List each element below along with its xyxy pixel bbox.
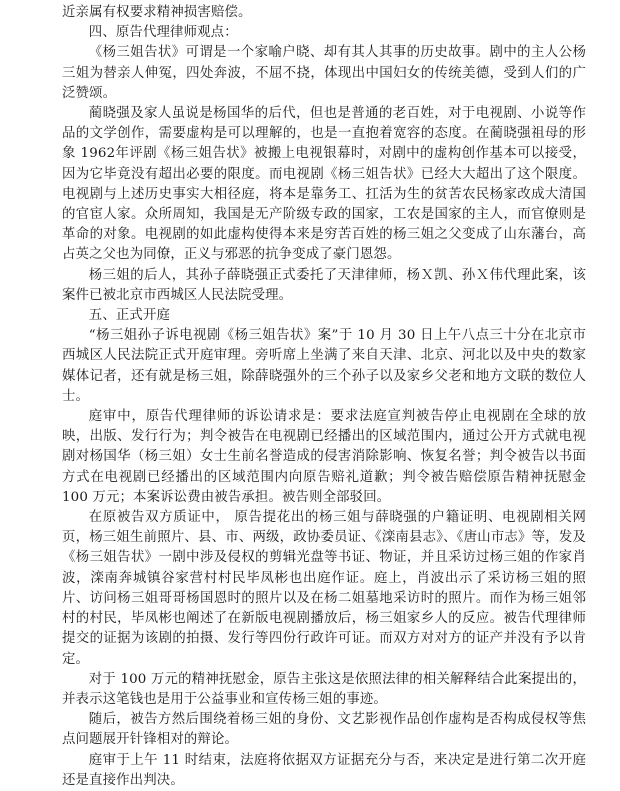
paragraph-story-intro: 《杨三姐告状》可谓是一个家喻户晓、却有其人其事的历史故事。剧中的主人公杨三姐为替亲人伸冤，四处奔波，不屈不挠，体现出中国妇女的传统美德，受到人们的广泛赞颂。 [62, 45, 586, 101]
paragraph-compensation-claim: 对于 100 万元的精神抚慰金，原告主张这是依照法律的相关解释结合此案提出的，并表示这笔钱也是用于公益事业和宣传杨三姐的事迹。 [62, 671, 586, 707]
paragraph-fiction-limits: 蔺晓强及家人虽说是杨国华的后代，但也是普通的老百姓，对于电视剧、小说等作品的文学创作，需要虚构是可以理解的，也是一直抱着宽容的态度。在蔺晓强祖母的形象 1962年评剧《杨三姐告状》被搬上电视银幕时，对剧中的虚构创作基本可以接受，因为它毕竟没有超出必要的限度。而电视剧《杨三姐告状》已经大大超出了这个限度。电视剧与上述历史事实大相径庭，将本是靠务工、扛活为生的贫苦农民杨家改成大清国的官宦人家。众所周知，我国是无产阶级专政的国家，工农是国家的主人，而官僚则是革命的对象。电视剧的如此虚构使得本来是穷苦百姓的杨三姐之父变成了山东藩台，高占英之父也为同僚，正义与邪恶的抗争变成了豪门恩怨。 [62, 106, 586, 263]
section-heading-five: 五、正式开庭 [88, 308, 171, 324]
section-heading-four: 四、原告代理律师观点： [88, 25, 238, 41]
paragraph-compensation-note: 近亲属有权要求精神损害赔偿。 [62, 5, 252, 20]
paragraph-claims: 庭审中，原告代理律师的诉讼请求是：要求法庭宣判被告停止电视剧在全球的放映，出版、发行行为；判令被告在电视剧已经播出的区域范围内，通过公开方式就电视剧对杨国华（杨三姐）女士生前名誉造成的侵害消除影响、恢复名誉；判令被告以书面方式在电视剧已经播出的区域范围内向原告赔礼道歉；判令被告赔偿原告精神抚慰金 100 万元；本案诉讼费由被告承担。被告则全部驳回。 [62, 409, 586, 505]
paragraph-hearing-opening: “杨三姐孙子诉电视剧《杨三姐告状》案”于 10 月 30 日上午八点三十分在北京市西城区人民法院正式开庭审理。旁听席上坐满了来自天津、北京、河北以及中央的数家媒体记者，还有就是杨三姐，除薛晓强外的三个孙子以及家乡父老和地方文联的数位人士。 [62, 328, 586, 404]
paragraph-hearing-end: 庭审于上午 11 时结束，法庭将依据双方证据充分与否，来决定是进行第二次开庭还是直接作出判决。 [62, 752, 586, 788]
paragraph-case-accepted: 杨三姐的后人，其孙子薛晓强正式委托了天津律师，杨Ｘ凯、孙Ｘ伟代理此案，该案件已被北京市西城区人民法院受理。 [62, 267, 586, 303]
paragraph-debate: 随后，被告方然后围绕着杨三姐的身份、文艺影视作品创作虚构是否构成侵权等焦点问题展开针锋相对的辩论。 [62, 712, 586, 748]
paragraph-evidence: 在原被告双方质证中， 原告提花出的杨三姐与薛晓强的户籍证明、电视剧相关网页，杨三姐生前照片、县、市、两级，政协委员证、《滦南县志》、《唐山市志》等，发及《杨三姐告状》一剧中涉及侵权的剪辑光盘等书证、物证，并且采访过杨三姐的作家肖波，滦南奔城镇谷家营村村民毕凤彬也出庭作证。庭上，肖波出示了采访杨三姐的照片、访问杨三姐哥哥杨国恩时的照片以及在杨二姐墓地采访时的照片。而作为杨三姐邻村的村民，毕凤彬也阐述了在新版电视剧播放后，杨三姐家乡人的反应。被告代理律师提交的证据为该剧的拍摄、发行等四份行政许可证。而双方对对方的证产并没有予以肯定。 [62, 510, 586, 667]
